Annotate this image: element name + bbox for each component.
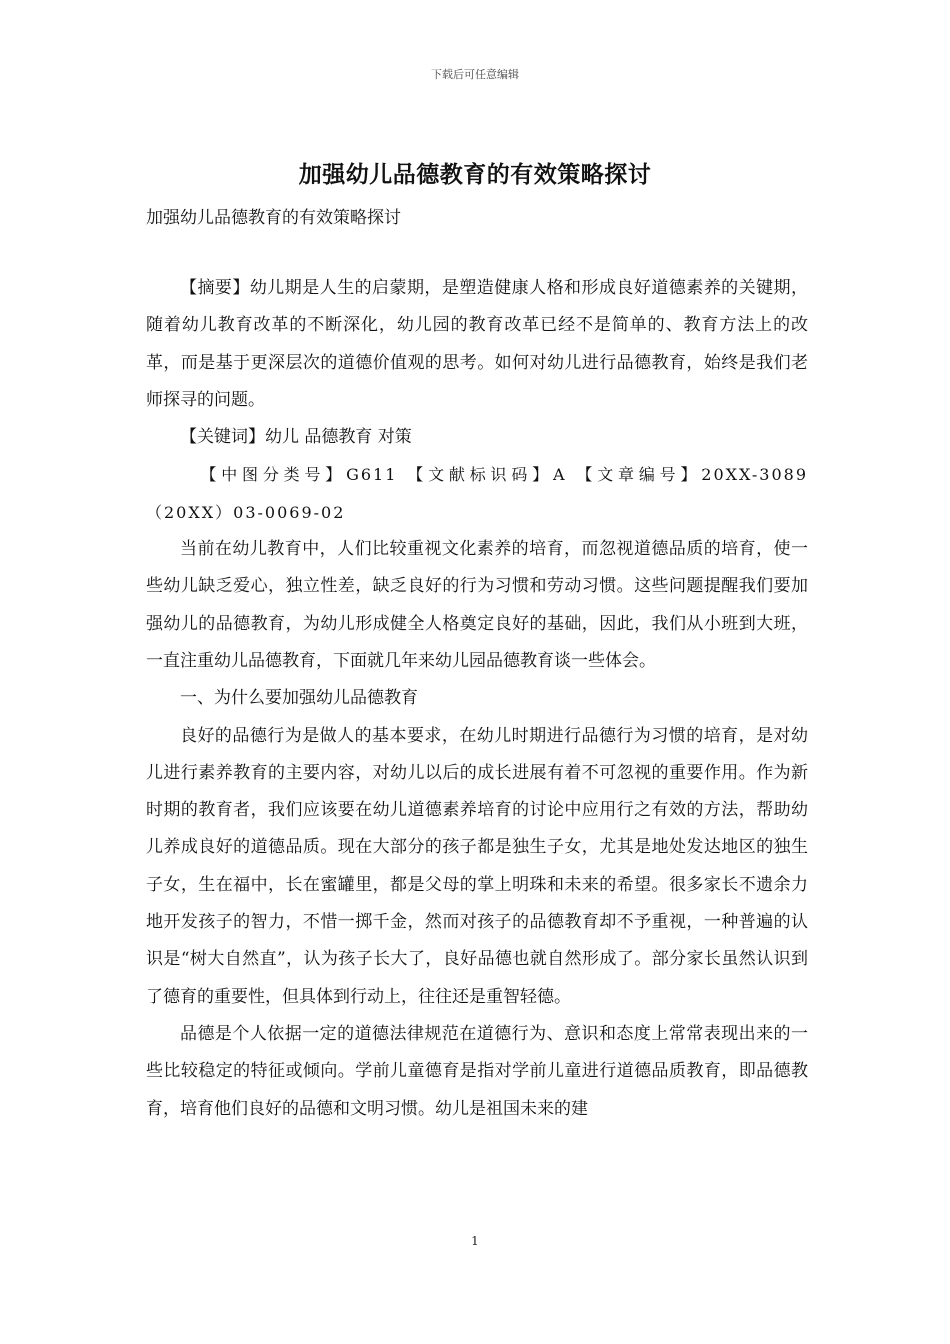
document-title: 加强幼儿品德教育的有效策略探讨 [298, 161, 652, 188]
section-heading: 一、为什么要加强幼儿品德教育 [180, 688, 418, 709]
abstract-paragraph: 【摘要】幼儿期是人生的启蒙期，是塑造健康人格和形成良好道德素养的关键期，随着幼儿教育改革的不断深化，幼儿园的教育改革已经不是简单的、教育方法上的改革，而是基于更深层次的道德价值观的思考。如何对幼儿进行品德教育，始终是我们老师探寻的问题。 [146, 278, 808, 410]
page-number: 1 [471, 1234, 479, 1248]
document-body [146, 270, 808, 1128]
keywords-paragraph: 【关键词】幼儿 品德教育 对策 [180, 427, 412, 448]
page-header-note: 下载后可任意编辑 [431, 68, 519, 81]
classification-paragraph: 【中图分类号】G611 【文献标识码】A 【文章编号】20XX-3089（20XX）03-0069-02 [146, 465, 808, 522]
body-paragraph: 品德是个人依据一定的道德法律规范在道德行为、意识和态度上常常表现出来的一些比较稳定的特征或倾向。学前儿童德育是指对学前儿童进行道德品质教育，即品德教育，培育他们良好的品德和文明习惯。幼儿是祖国未来的建 [146, 1023, 808, 1119]
intro-paragraph: 当前在幼儿教育中，人们比较重视文化素养的培育，而忽视道德品质的培育，使一些幼儿缺乏爱心，独立性差，缺乏良好的行为习惯和劳动习惯。这些问题提醒我们要加强幼儿的品德教育，为幼儿形成健全人格奠定良好的基础，因此，我们从小班到大班，一直注重幼儿品德教育，下面就几年来幼儿园品德教育谈一些体会。 [146, 539, 808, 671]
document-subtitle: 加强幼儿品德教育的有效策略探讨 [146, 208, 401, 228]
body-paragraph: 良好的品德行为是做人的基本要求，在幼儿时期进行品德行为习惯的培育，是对幼儿进行素养教育的主要内容，对幼儿以后的成长进展有着不可忽视的重要作用。作为新时期的教育者，我们应该要在幼儿道德素养培育的讨论中应用行之有效的方法，帮助幼儿养成良好的道德品质。现在大部分的孩子都是独生子女，尤其是地处发达地区的独生子女，生在福中，长在蜜罐里，都是父母的掌上明珠和未来的希望。很多家长不遗余力地开发孩子的智力，不惜一掷千金，然而对孩子的品德教育却不予重视，一种普遍的认识是“树大自然直”，认为孩子长大了，良好品德也就自然形成了。部分家长虽然认识到了德育的重要性，但具体到行动上，往往还是重智轻德。 [146, 725, 808, 1007]
